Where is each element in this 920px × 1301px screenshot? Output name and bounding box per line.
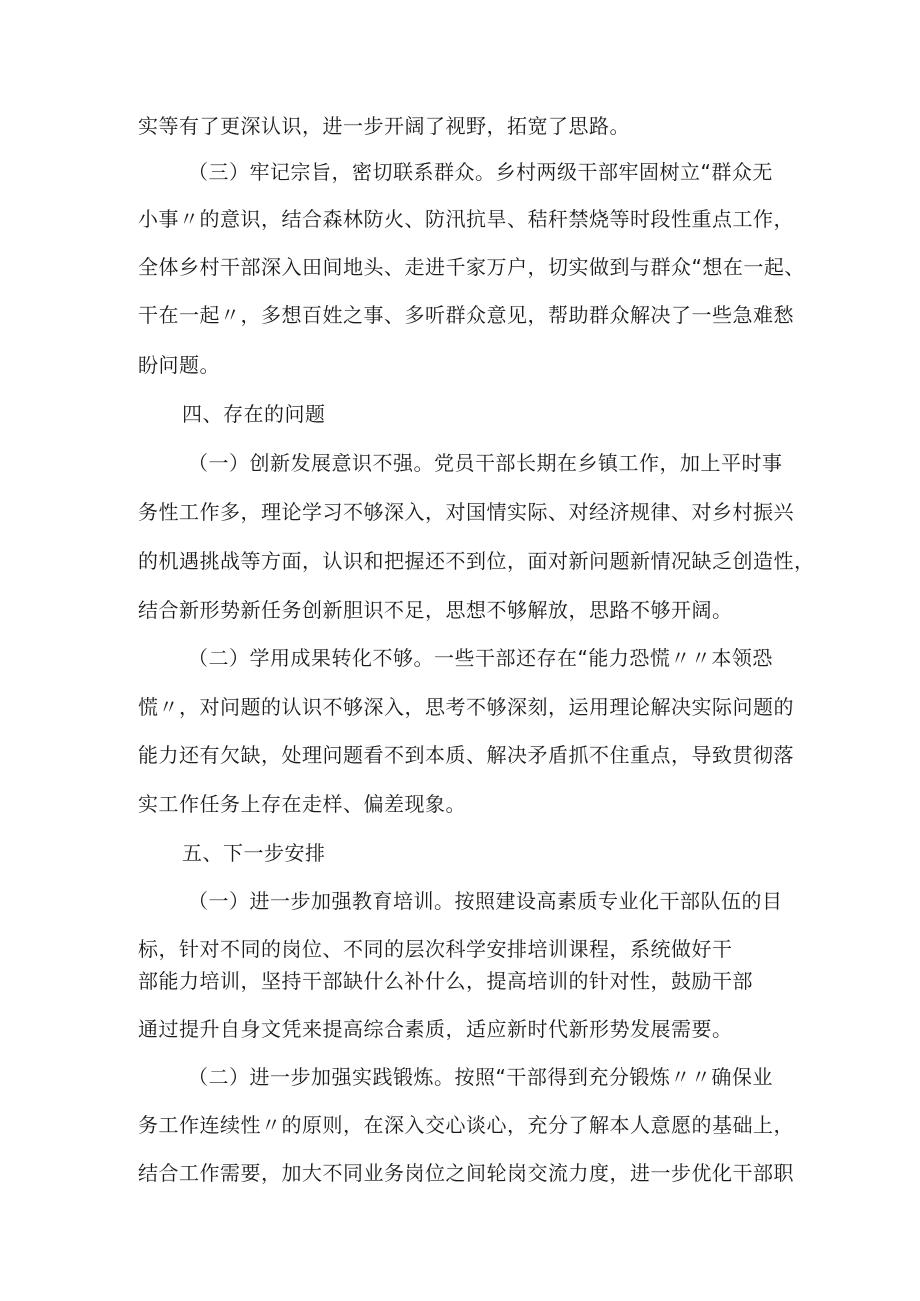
section-heading: 五、下一步安排 — [182, 841, 326, 865]
paragraph-line: 务工作连续性〃的原则，在深入交心谈心，充分了解本人意愿的基础上， — [138, 1113, 794, 1137]
paragraph-line: （三）牢记宗旨，密切联系群众。乡村两级干部牢固树立“群众无 — [188, 160, 773, 184]
paragraph-line: 实等有了更深认识，进一步开阔了视野，拓宽了思路。 — [138, 114, 630, 138]
paragraph-line: 标，针对不同的岗位、不同的层次科学安排培训课程，系统做好干 — [138, 937, 733, 961]
paragraph-line: 部能力培训，坚持干部缺什么补什么，提高培训的针对性，鼓励干部 — [138, 969, 753, 993]
paragraph-line: （一）进一步加强教育培训。按照建设高素质专业化干部队伍的目 — [188, 889, 783, 913]
paragraph-line: 全体乡村干部深入田间地头、走进千家万户，切实做到与群众“想在一起、 — [138, 255, 805, 279]
paragraph-line: 盼问题。 — [138, 353, 220, 377]
paragraph-line: （一）创新发展意识不强。党员干部长期在乡镇工作，加上平时事 — [188, 451, 783, 475]
paragraph-line: 结合新形势新任务创新胆识不足，思想不够解放，思路不够开阔。 — [138, 598, 733, 622]
paragraph-line: 结合工作需要，加大不同业务岗位之间轮岗交流力度，进一步优化干部职 — [138, 1161, 794, 1185]
paragraph-line: 通过提升自身文凭来提高综合素质，适应新时代新形势发展需要。 — [138, 1017, 733, 1041]
paragraph-line: 务性工作多，理论学习不够深入，对国情实际、对经济规律、对乡村振兴 — [138, 500, 794, 524]
paragraph-line: 能力还有欠缺，处理问题看不到本质、解决矛盾抓不住重点，导致贯彻落 — [138, 743, 794, 767]
paragraph-line: 的机遇挑战等方面，认识和把握还不到位，面对新问题新情况缺乏创造性， — [138, 549, 815, 573]
paragraph-line: 慌〃，对问题的认识不够深入，思考不够深刻，运用理论解决实际问题的 — [138, 695, 794, 719]
paragraph-line: （二）学用成果转化不够。一些干部还存在“能力恐慌〃〃本领恐 — [188, 646, 773, 670]
section-heading: 四、存在的问题 — [182, 402, 326, 426]
paragraph-line: 干在一起〃，多想百姓之事、多听群众意见，帮助群众解决了一些急难愁 — [138, 303, 794, 327]
paragraph-line: （二）进一步加强实践锻炼。按照“干部得到充分锻炼〃〃确保业 — [188, 1065, 773, 1089]
paragraph-line: 小事〃的意识，结合森林防火、防汛抗旱、秸秆禁烧等时段性重点工作， — [138, 207, 794, 231]
paragraph-line: 实工作任务上存在走样、偏差现象。 — [138, 792, 466, 816]
